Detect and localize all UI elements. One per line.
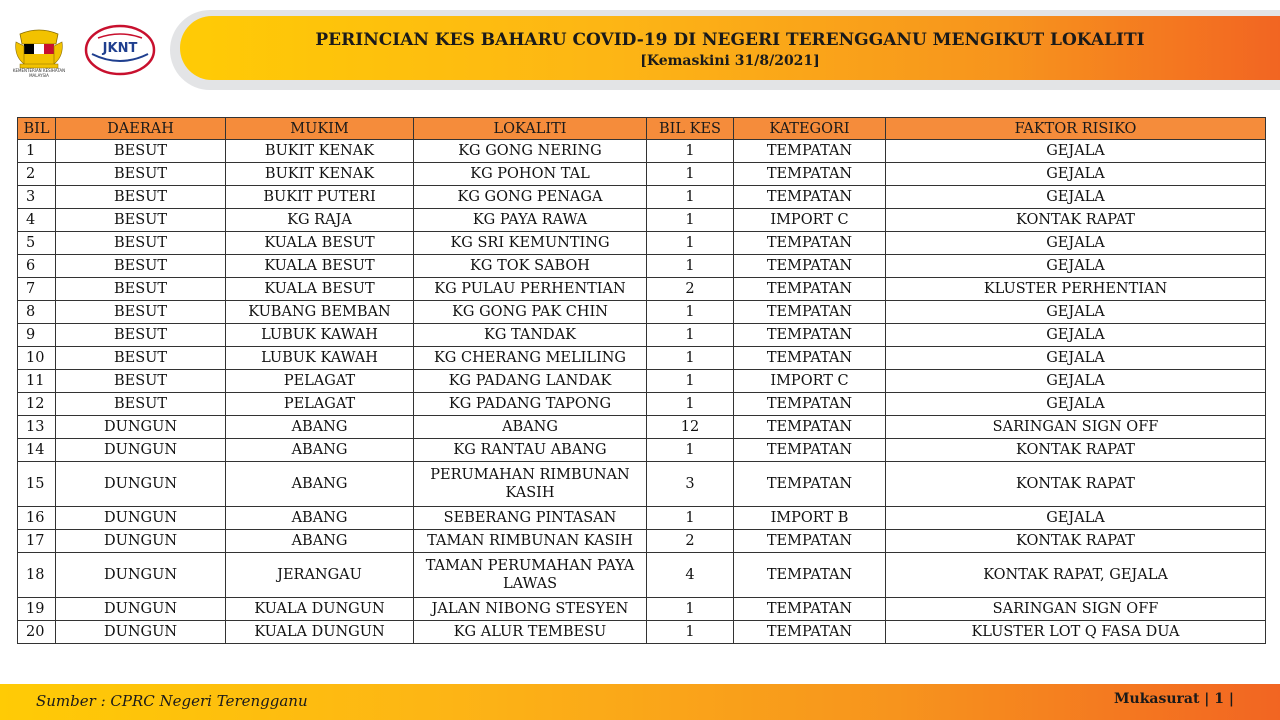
table-cell: BESUT: [56, 393, 226, 416]
table-cell: DUNGUN: [56, 598, 226, 621]
table-header-row: [18, 118, 1266, 140]
table-cell: BUKIT KENAK: [226, 163, 414, 186]
table-cell: LUBUK KAWAH: [226, 347, 414, 370]
page-number: Mukasurat | 1 |: [1114, 691, 1234, 707]
table-cell: TEMPATAN: [734, 301, 886, 324]
table-cell: 19: [18, 598, 56, 621]
table-cell: TAMAN RIMBUNAN KASIH: [414, 530, 647, 553]
table-row: [18, 255, 1266, 278]
table-cell: 1: [647, 186, 734, 209]
table-cell: BESUT: [56, 140, 226, 163]
table-row: [18, 439, 1266, 462]
column-header: FAKTOR RISIKO: [886, 118, 1266, 140]
table-row: [18, 370, 1266, 393]
table-row: [18, 507, 1266, 530]
column-header: DAERAH: [56, 118, 226, 140]
table-cell: 15: [18, 462, 56, 507]
table-cell: ABANG: [226, 507, 414, 530]
table-cell: 14: [18, 439, 56, 462]
table-cell: 1: [647, 507, 734, 530]
table-cell: TEMPATAN: [734, 462, 886, 507]
table-cell: DUNGUN: [56, 462, 226, 507]
table-cell: GEJALA: [886, 140, 1266, 163]
table-cell: 1: [647, 370, 734, 393]
table-cell: TEMPATAN: [734, 186, 886, 209]
table-cell: PELAGAT: [226, 370, 414, 393]
table-cell: 12: [18, 393, 56, 416]
table-cell: TEMPATAN: [734, 255, 886, 278]
table-cell: 16: [18, 507, 56, 530]
table-cell: KG TOK SABOH: [414, 255, 647, 278]
table-cell: DUNGUN: [56, 530, 226, 553]
table-cell: KG TANDAK: [414, 324, 647, 347]
table-cell: 1: [18, 140, 56, 163]
table-cell: KUBANG BEMBAN: [226, 301, 414, 324]
table-cell: BESUT: [56, 255, 226, 278]
table-cell: GEJALA: [886, 163, 1266, 186]
table-cell: KG RANTAU ABANG: [414, 439, 647, 462]
table-cell: GEJALA: [886, 186, 1266, 209]
table-row: [18, 140, 1266, 163]
table-cell: KG PAYA RAWA: [414, 209, 647, 232]
table-cell: TEMPATAN: [734, 393, 886, 416]
table-cell: TEMPATAN: [734, 347, 886, 370]
table-cell: KG SRI KEMUNTING: [414, 232, 647, 255]
table-cell: IMPORT C: [734, 209, 886, 232]
table-cell: KONTAK RAPAT: [886, 530, 1266, 553]
table-cell: DUNGUN: [56, 553, 226, 598]
table-cell: KG GONG PAK CHIN: [414, 301, 647, 324]
table-cell: DUNGUN: [56, 439, 226, 462]
table-cell: TEMPATAN: [734, 140, 886, 163]
table-cell: BESUT: [56, 186, 226, 209]
table-cell: SEBERANG PINTASAN: [414, 507, 647, 530]
table-cell: 1: [647, 324, 734, 347]
table-cell: KG RAJA: [226, 209, 414, 232]
table-cell: TEMPATAN: [734, 530, 886, 553]
table-cell: 5: [18, 232, 56, 255]
table-cell: KUALA DUNGUN: [226, 598, 414, 621]
table-cell: 4: [647, 553, 734, 598]
table-cell: PERUMAHAN RIMBUNAN KASIH: [414, 462, 647, 507]
table-cell: 1: [647, 255, 734, 278]
table-cell: GEJALA: [886, 393, 1266, 416]
table-cell: TEMPATAN: [734, 324, 886, 347]
table-cell: KUALA BESUT: [226, 255, 414, 278]
column-header: LOKALITI: [414, 118, 647, 140]
table-cell: BUKIT PUTERI: [226, 186, 414, 209]
table-cell: KG GONG PENAGA: [414, 186, 647, 209]
table-row: [18, 416, 1266, 439]
table-cell: 1: [647, 393, 734, 416]
table-cell: GEJALA: [886, 347, 1266, 370]
table-cell: TEMPATAN: [734, 278, 886, 301]
table-row: [18, 598, 1266, 621]
table-cell: BESUT: [56, 232, 226, 255]
table-cell: 6: [18, 255, 56, 278]
table-cell: 1: [647, 209, 734, 232]
table-cell: ABANG: [226, 416, 414, 439]
table-cell: 3: [18, 186, 56, 209]
table-cell: BESUT: [56, 301, 226, 324]
table-cell: KG POHON TAL: [414, 163, 647, 186]
table-cell: GEJALA: [886, 324, 1266, 347]
table-cell: 10: [18, 347, 56, 370]
column-header: MUKIM: [226, 118, 414, 140]
cases-table: [17, 117, 1266, 644]
table-cell: BESUT: [56, 370, 226, 393]
table-cell: TEMPATAN: [734, 553, 886, 598]
table-body: [18, 140, 1266, 644]
table-cell: 2: [647, 278, 734, 301]
page-title: PERINCIAN KES BAHARU COVID-19 DI NEGERI TERENGGANU MENGIKUT LOKALITI: [315, 30, 1145, 50]
table-cell: KONTAK RAPAT: [886, 439, 1266, 462]
table-cell: 7: [18, 278, 56, 301]
table-cell: KG GONG NERING: [414, 140, 647, 163]
table-cell: KUALA BESUT: [226, 278, 414, 301]
table-cell: GEJALA: [886, 301, 1266, 324]
ministry-logo-caption: KEMENTERIAN KESIHATAN MALAYSIA: [12, 68, 66, 78]
table-cell: 1: [647, 621, 734, 644]
table-cell: BESUT: [56, 163, 226, 186]
table-cell: GEJALA: [886, 507, 1266, 530]
table-cell: KONTAK RAPAT, GEJALA: [886, 553, 1266, 598]
table-cell: 1: [647, 232, 734, 255]
table-cell: TEMPATAN: [734, 163, 886, 186]
table-cell: KLUSTER PERHENTIAN: [886, 278, 1266, 301]
table-row: [18, 621, 1266, 644]
table-cell: LUBUK KAWAH: [226, 324, 414, 347]
table-row: [18, 209, 1266, 232]
table-cell: BESUT: [56, 347, 226, 370]
table-cell: KG CHERANG MELILING: [414, 347, 647, 370]
table-cell: 2: [647, 530, 734, 553]
table-cell: 18: [18, 553, 56, 598]
table-cell: GEJALA: [886, 255, 1266, 278]
table-cell: 1: [647, 347, 734, 370]
table-cell: IMPORT C: [734, 370, 886, 393]
column-header: BIL KES: [647, 118, 734, 140]
table-cell: TEMPATAN: [734, 232, 886, 255]
table-cell: KG ALUR TEMBESU: [414, 621, 647, 644]
table-cell: ABANG: [414, 416, 647, 439]
table-row: [18, 232, 1266, 255]
table-cell: KONTAK RAPAT: [886, 209, 1266, 232]
table-cell: 13: [18, 416, 56, 439]
table-cell: 1: [647, 301, 734, 324]
table-cell: 9: [18, 324, 56, 347]
update-date: [Kemaskini 31/8/2021]: [640, 53, 820, 69]
column-header: KATEGORI: [734, 118, 886, 140]
table-row: [18, 186, 1266, 209]
table-cell: 1: [647, 439, 734, 462]
table-cell: BESUT: [56, 209, 226, 232]
table-cell: TEMPATAN: [734, 598, 886, 621]
table-cell: KLUSTER LOT Q FASA DUA: [886, 621, 1266, 644]
table-cell: KG PADANG TAPONG: [414, 393, 647, 416]
table-cell: ABANG: [226, 462, 414, 507]
table-row: [18, 163, 1266, 186]
table-cell: TAMAN PERUMAHAN PAYA LAWAS: [414, 553, 647, 598]
table-cell: IMPORT B: [734, 507, 886, 530]
table-cell: 3: [647, 462, 734, 507]
table-cell: DUNGUN: [56, 416, 226, 439]
table-cell: PELAGAT: [226, 393, 414, 416]
table-cell: 2: [18, 163, 56, 186]
table-cell: GEJALA: [886, 370, 1266, 393]
table-cell: 17: [18, 530, 56, 553]
table-cell: 1: [647, 163, 734, 186]
table-cell: KG PULAU PERHENTIAN: [414, 278, 647, 301]
table-cell: TEMPATAN: [734, 621, 886, 644]
table-cell: 1: [647, 598, 734, 621]
column-header: BIL: [18, 118, 56, 140]
table-cell: KG PADANG LANDAK: [414, 370, 647, 393]
table-cell: 20: [18, 621, 56, 644]
table-cell: ABANG: [226, 439, 414, 462]
table-cell: GEJALA: [886, 232, 1266, 255]
table-row: [18, 347, 1266, 370]
jknt-logo: [84, 24, 156, 76]
table-cell: TEMPATAN: [734, 439, 886, 462]
table-cell: 12: [647, 416, 734, 439]
table-row: [18, 462, 1266, 507]
table-cell: KUALA DUNGUN: [226, 621, 414, 644]
table-row: [18, 278, 1266, 301]
table-cell: 8: [18, 301, 56, 324]
table-cell: DUNGUN: [56, 621, 226, 644]
table-cell: ABANG: [226, 530, 414, 553]
table-cell: JERANGAU: [226, 553, 414, 598]
table-cell: 1: [647, 140, 734, 163]
table-cell: DUNGUN: [56, 507, 226, 530]
table-cell: JALAN NIBONG STESYEN: [414, 598, 647, 621]
table-row: [18, 530, 1266, 553]
source-note: Sumber : CPRC Negeri Terengganu: [36, 692, 308, 710]
table-cell: KONTAK RAPAT: [886, 462, 1266, 507]
table-cell: SARINGAN SIGN OFF: [886, 416, 1266, 439]
table-row: [18, 553, 1266, 598]
table-cell: BESUT: [56, 324, 226, 347]
table-cell: SARINGAN SIGN OFF: [886, 598, 1266, 621]
table-row: [18, 324, 1266, 347]
table-cell: BUKIT KENAK: [226, 140, 414, 163]
table-cell: 11: [18, 370, 56, 393]
table-cell: 4: [18, 209, 56, 232]
jknt-logo-text: JKNT: [102, 41, 138, 56]
table-cell: KUALA BESUT: [226, 232, 414, 255]
table-row: [18, 301, 1266, 324]
table-row: [18, 393, 1266, 416]
table-cell: BESUT: [56, 278, 226, 301]
table-cell: TEMPATAN: [734, 416, 886, 439]
